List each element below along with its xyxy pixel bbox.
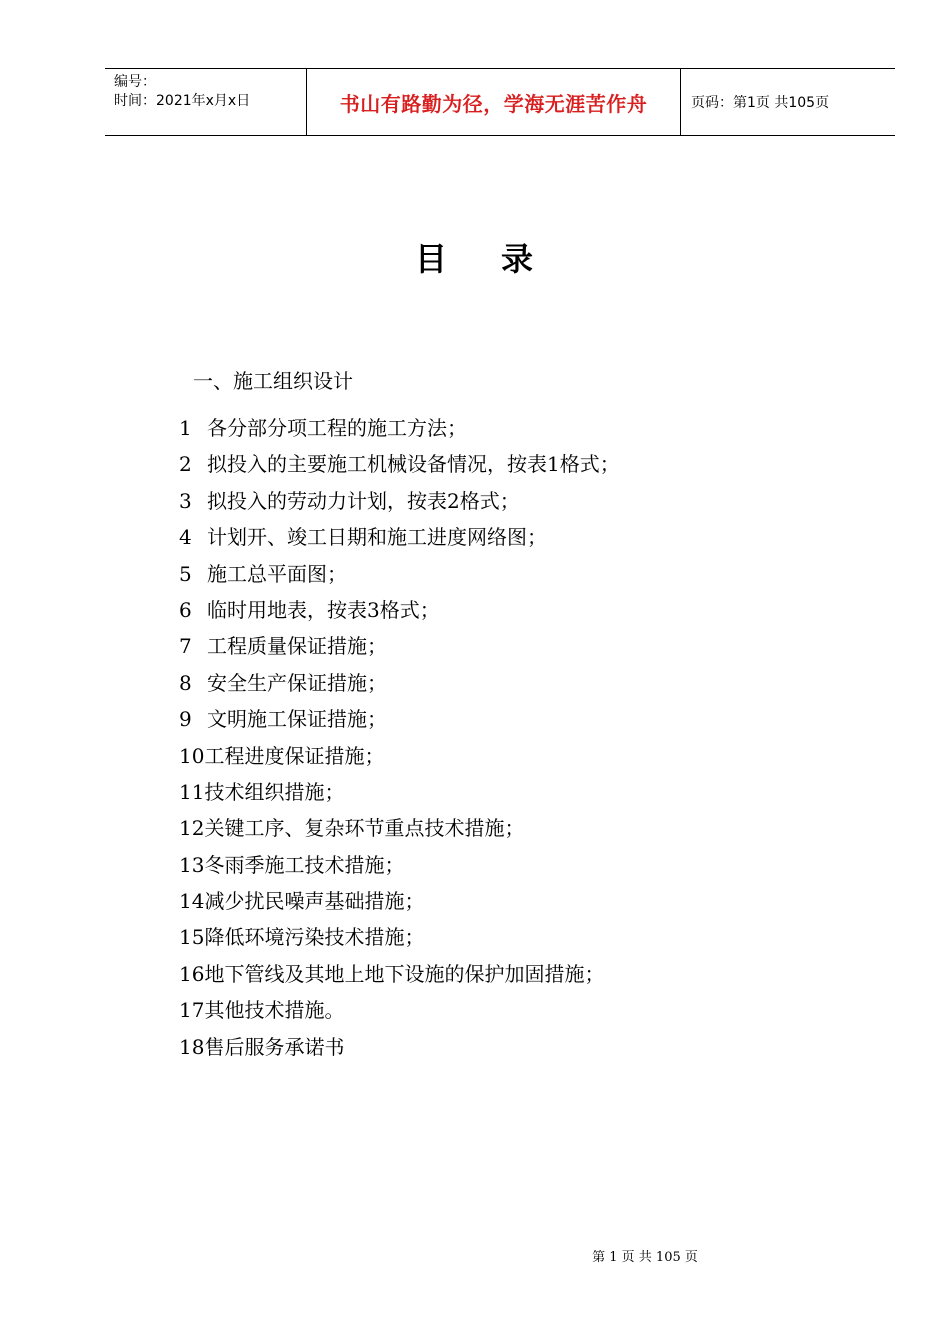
- header-meta-cell: [105, 69, 307, 135]
- toc-item-text: 减少扰民噪声基础措施；: [204, 889, 425, 914]
- toc-item-text: 关键工序、复杂环节重点技术措施；: [204, 816, 525, 841]
- toc-item: [179, 410, 620, 446]
- page-footer: 第 1 页 共 105 页: [592, 1250, 698, 1265]
- toc-item: [179, 701, 620, 737]
- toc-item: [179, 519, 620, 555]
- toc-item: [179, 774, 620, 810]
- toc-item-number: 5: [179, 561, 192, 586]
- toc-item: [179, 483, 620, 519]
- toc-item-number: 1: [179, 416, 192, 440]
- toc-item-text: 安全生产保证措施；: [207, 670, 387, 695]
- toc-item: [179, 446, 620, 482]
- header-page-info: 页码：第1页 共105页: [691, 95, 830, 111]
- toc-item-number: 10: [179, 743, 205, 768]
- toc-item: [179, 556, 620, 592]
- toc-item-number: 3: [179, 488, 192, 513]
- toc-item-number: 7: [179, 634, 192, 659]
- toc-item-text: 各分部分项工程的施工方法；: [207, 416, 467, 440]
- toc-item-text: 售后服务承诺书: [204, 1034, 345, 1059]
- toc-item: [179, 847, 620, 883]
- toc-item: [179, 956, 620, 992]
- toc-item-number: 17: [179, 998, 205, 1023]
- document-number-label: 编号：: [114, 74, 156, 90]
- toc-item: [179, 665, 620, 701]
- toc-item: [179, 592, 620, 628]
- toc-item-text: 拟投入的主要施工机械设备情况，按表1格式；: [207, 452, 620, 477]
- toc-item-number: 14: [179, 889, 205, 914]
- toc-item-number: 4: [179, 525, 192, 550]
- toc-item-number: 9: [179, 707, 192, 732]
- toc-item-text: 冬雨季施工技术措施；: [204, 852, 405, 877]
- table-of-contents: [179, 410, 620, 1065]
- toc-item-number: 6: [179, 597, 192, 622]
- page-header: [105, 68, 895, 136]
- toc-item: [179, 810, 620, 846]
- page-title: [0, 234, 950, 280]
- toc-item-number: 8: [179, 670, 192, 695]
- toc-item: [179, 628, 620, 664]
- toc-item: [179, 738, 620, 774]
- toc-item: [179, 992, 620, 1028]
- header-motto: 书山有路勤为径，学海无涯苦作舟: [307, 69, 681, 135]
- section-heading: 一、施工组织设计: [193, 369, 353, 393]
- title-char-1: 目: [414, 240, 449, 278]
- toc-item-text: 文明施工保证措施；: [207, 707, 387, 732]
- toc-item: [179, 1029, 620, 1065]
- toc-item-text: 地下管线及其地上地下设施的保护加固措施；: [204, 961, 605, 986]
- toc-item-text: 施工总平面图；: [207, 561, 347, 586]
- toc-item-number: 2: [179, 452, 192, 477]
- toc-item-text: 工程质量保证措施；: [207, 634, 387, 659]
- toc-item-text: 技术组织措施；: [204, 779, 345, 804]
- document-date: 时间：2021年x月x日: [114, 93, 251, 109]
- toc-item: [179, 883, 620, 919]
- toc-item-text: 工程进度保证措施；: [204, 743, 385, 768]
- toc-item-text: 其他技术措施。: [204, 998, 345, 1023]
- toc-item-text: 降低环境污染技术措施；: [204, 925, 425, 950]
- toc-item-text: 临时用地表，按表3格式；: [207, 597, 440, 622]
- toc-item-number: 13: [179, 852, 205, 877]
- title-char-2: 录: [501, 240, 536, 278]
- toc-item-number: 16: [179, 961, 205, 986]
- toc-item: [179, 919, 620, 955]
- toc-item-text: 拟投入的劳动力计划，按表2格式；: [207, 488, 520, 513]
- toc-item-number: 15: [179, 925, 205, 950]
- toc-item-number: 11: [179, 779, 205, 804]
- toc-item-text: 计划开、竣工日期和施工进度网络图；: [207, 525, 547, 550]
- toc-item-number: 12: [179, 816, 205, 841]
- toc-item-number: 18: [179, 1034, 205, 1059]
